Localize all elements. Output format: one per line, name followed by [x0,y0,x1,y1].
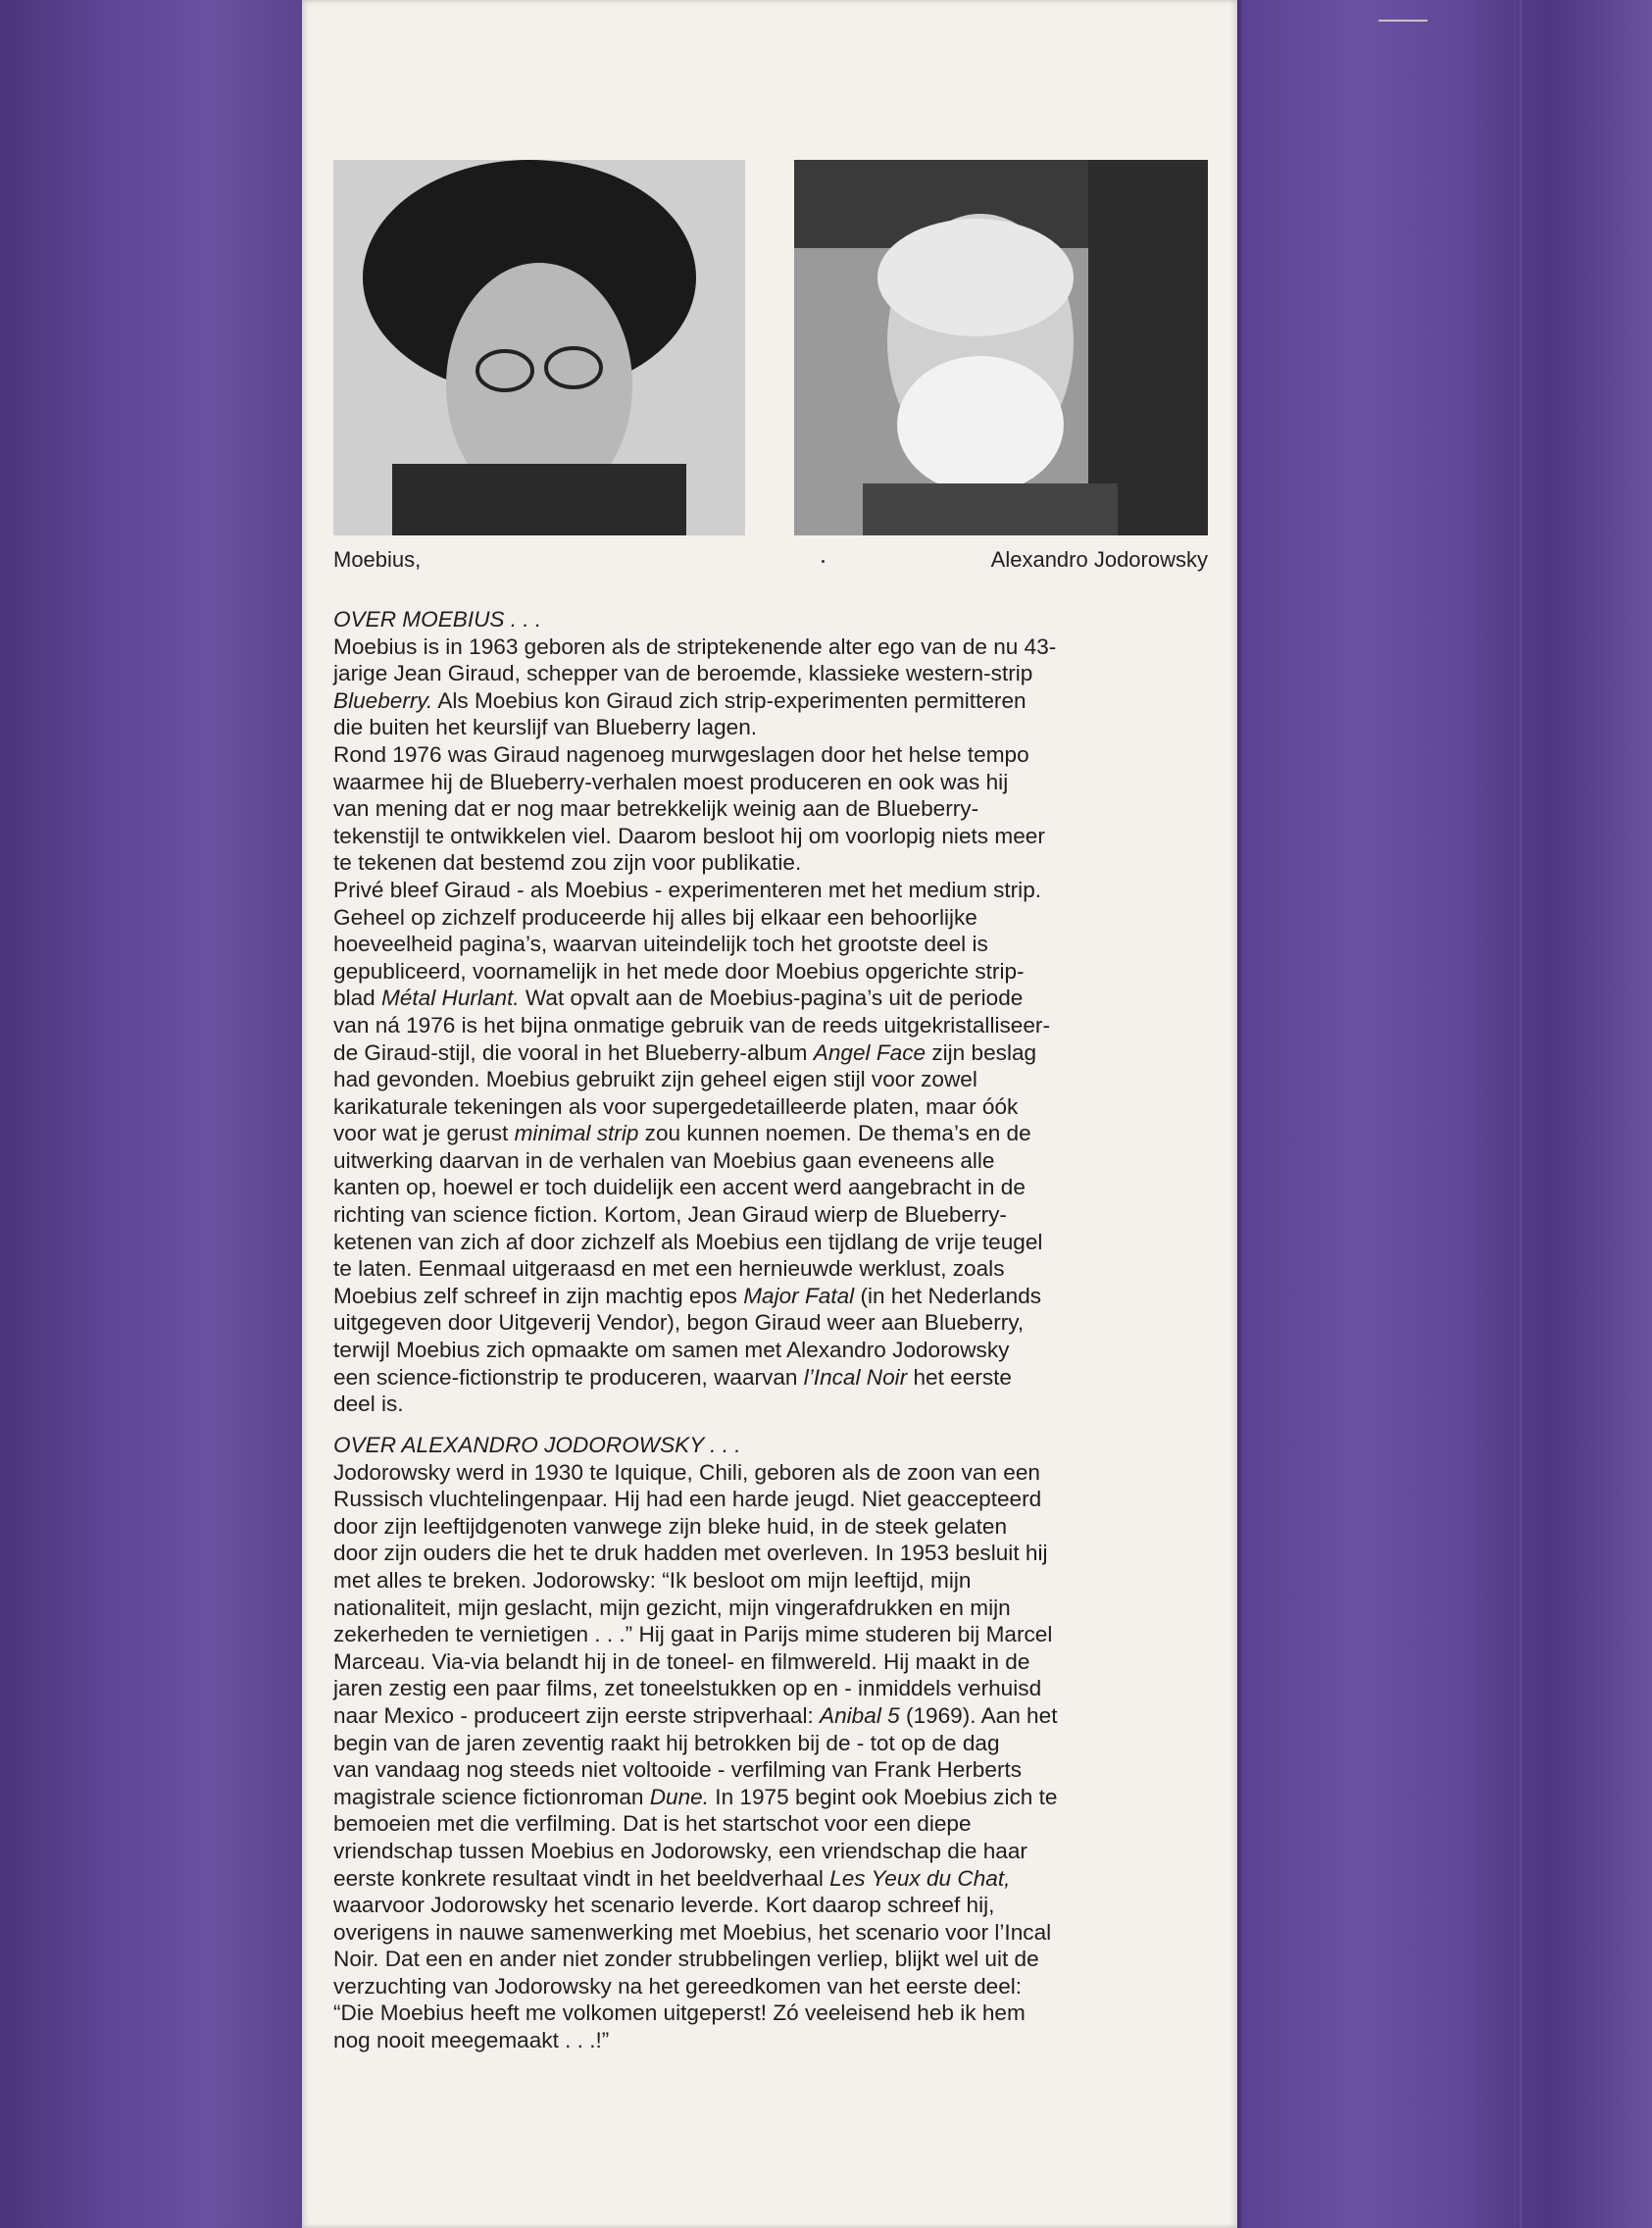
text-line [333,1486,1216,1513]
text-segment: overigens in nauwe samenwerking met Moebius, het scenario voor l’Incal [333,1919,1052,1945]
text-line [333,741,1216,769]
text-segment: Privé bleef Giraud - als Moebius - experimenteren met het medium strip. [333,877,1042,902]
text-segment: te tekenen dat bestemd zou zijn voor publikatie. [333,850,802,876]
section-over-jodorowsky [333,1432,1216,2054]
text-line [333,1201,1216,1229]
text-segment: met alles te breken. Jodorowsky: “Ik besloot om mijn leeftijd, mijn [333,1567,972,1593]
text-segment: tekenstijl te ontwikkelen viel. Daarom besloot hij om voorlopig niets meer [333,823,1045,848]
text-segment: uitgegeven door Uitgeverij Vendor), begon Giraud weer aan Blueberry, [333,1310,1025,1336]
text-line [333,1147,1216,1175]
text-line [333,1648,1216,1676]
text-line [333,1174,1216,1201]
section-over-moebius [333,606,1216,1418]
text-segment: terwijl Moebius zich opmaakte om samen met Alexandro Jodorowsky [333,1338,1010,1363]
jodorowsky-caption: Alexandro Jodorowsky [990,547,1208,572]
text-segment: door zijn ouders die het te druk hadden met overleven. In 1953 besluit hij [333,1541,1048,1566]
text-line [333,931,1216,958]
text-segment: van vandaag nog steeds niet voltooide - verfilming van Frank Herberts [333,1757,1023,1783]
text-line [333,2000,1216,2027]
text-segment: zekerheden te vernietigen . . .” Hij gaat in Parijs mime studeren bij Marcel [333,1622,1053,1647]
text-line [333,1946,1216,1973]
jodorowsky-portrait-image [794,160,1208,535]
text-line [333,1865,1216,1893]
text-line [333,1702,1216,1730]
section-body [333,633,1216,1418]
section-heading: OVER ALEXANDRO JODOROWSKY . . . [333,1433,741,1457]
text-segment: (in het Nederlands [854,1283,1042,1308]
text-line [333,1120,1216,1147]
text-line [333,795,1216,823]
section-body [333,1459,1216,2054]
text-segment: voor wat je gerust [333,1121,515,1146]
text-line [333,1513,1216,1541]
text-segment: Moebius zelf schreef in zijn machtig epos [333,1283,744,1308]
italic-title: Les Yeux du Chat, [829,1865,1011,1891]
text-line [333,1838,1216,1865]
text-line [333,1364,1216,1392]
text-line [333,1919,1216,1947]
text-line [333,1730,1216,1757]
text-segment: waarvoor Jodorowsky het scenario leverde. Kort daarop schreef hij, [333,1893,995,1918]
text-segment: jaren zestig een paar films, zet toneelstukken op en - inmiddels verhuisd [333,1676,1042,1701]
text-segment: magistrale science fictionroman [333,1784,650,1809]
cover-fold-edge [1237,0,1243,2228]
text-segment: de Giraud-stijl, die vooral in het Blueberry-album [333,1039,814,1065]
italic-title: Anibal 5 [820,1702,900,1728]
text-line [333,1892,1216,1919]
text-segment: “Die Moebius heeft me volkomen uitgeperst! Zó veeleisend heb ik hem [333,2000,1026,2026]
purple-cover-right [1237,0,1652,2228]
text-segment: gepubliceerd, voornamelijk in het mede door Moebius opgerichte strip- [333,958,1025,984]
text-line [333,1391,1216,1418]
text-line [333,1784,1216,1811]
text-line [333,1229,1216,1256]
text-line [333,1255,1216,1283]
text-line [333,877,1216,904]
text-line [333,714,1216,741]
text-segment: nog nooit meegemaakt . . .!” [333,2028,610,2053]
text-segment: uitwerking daarvan in de verhalen van Moebius gaan eveneens alle [333,1147,995,1173]
text-segment: Noir. Dat een en ander niet zonder strubbelingen verliep, blijkt wel uit de [333,1947,1039,1972]
text-segment: kanten op, hoewel er toch duidelijk een accent werd aangebracht in de [333,1175,1026,1200]
section-heading: OVER MOEBIUS . . . [333,607,542,632]
text-segment: die buiten het keurslijf van Blueberry lagen. [333,715,758,740]
text-segment: Rond 1976 was Giraud nagenoeg murwgeslagen door het helse tempo [333,741,1029,767]
text-line [333,687,1216,715]
text-segment: deel is. [333,1392,404,1417]
moebius-portrait-image [333,160,745,535]
text-line [333,1595,1216,1622]
text-line [333,904,1216,932]
text-line [333,1337,1216,1364]
text-segment: waarmee hij de Blueberry-verhalen moest produceren en ook was hij [333,769,1009,794]
text-segment: nationaliteit, mijn geslacht, mijn gezicht, mijn vingerafdrukken en mijn [333,1595,1011,1620]
text-line [333,1066,1216,1093]
paper-mark [1378,20,1427,22]
text-segment: begin van de jaren zeventig raakt hij betrokken bij de - tot op de dag [333,1730,1000,1755]
text-segment: Als Moebius kon Giraud zich strip-experimenten permitteren [432,687,1026,713]
italic-title: Dune. [649,1784,710,1809]
text-segment: blad [333,986,381,1011]
text-line [333,1810,1216,1838]
speck [822,560,825,563]
italic-title: Angel Face [813,1039,926,1065]
purple-cover-left [0,0,302,2228]
text-segment: karikaturale tekeningen als voor supergedetailleerde platen, maar óók [333,1093,1019,1119]
text-line [333,1973,1216,2000]
text-line [333,633,1216,661]
italic-title: l’Incal Noir [803,1364,908,1390]
cover-crease [1518,0,1522,2228]
text-line [333,985,1216,1012]
text-segment: van mening dat er nog maar betrekkelijk weinig aan de Blueberry- [333,796,979,822]
text-segment: had gevonden. Moebius gebruikt zijn geheel eigen stijl voor zowel [333,1067,977,1092]
text-segment: Wat opvalt aan de Moebius-pagina’s uit de periode [519,986,1024,1011]
text-segment: naar Mexico - produceert zijn eerste stripverhaal: [333,1702,821,1728]
italic-title: minimal strip [514,1121,639,1146]
text-line [333,1093,1216,1121]
text-segment: vriendschap tussen Moebius en Jodorowsky, een vriendschap die haar [333,1838,1027,1863]
text-segment: Geheel op zichzelf produceerde hij alles bij elkaar een behoorlijke [333,904,977,930]
text-line [333,1459,1216,1487]
text-segment: ketenen van zich af door zichzelf als Moebius een tijdlang de vrije teugel [333,1229,1043,1254]
text-line [333,823,1216,850]
text-line [333,769,1216,796]
text-segment: hoeveelheid pagina’s, waarvan uiteindelijk toch het grootste deel is [333,932,988,957]
text-line [333,1309,1216,1337]
text-segment: zou kunnen noemen. De thema’s en de [638,1121,1031,1146]
moebius-caption: Moebius, [333,547,422,572]
text-segment: Jodorowsky werd in 1930 te Iquique, Chili, geboren als de zoon van een [333,1459,1040,1485]
text-line [333,849,1216,877]
jodorowsky-portrait-photo [794,160,1208,535]
italic-title: Blueberry. [333,687,433,713]
text-segment: Marceau. Via-via belandt hij in de toneel- en filmwereld. Hij maakt in de [333,1648,1030,1674]
text-segment: eerste konkrete resultaat vindt in het beeldverhaal [333,1865,830,1891]
text-line [333,1756,1216,1784]
text-line [333,1675,1216,1702]
text-line [333,1621,1216,1648]
text-line [333,1283,1216,1310]
text-line [333,958,1216,986]
italic-title: Métal Hurlant. [381,986,520,1011]
text-line [333,2027,1216,2054]
text-segment: verzuchting van Jodorowsky na het gereedkomen van het eerste deel: [333,1973,1023,1999]
text-segment: bemoeien met die verfilming. Dat is het startschot voor een diepe [333,1811,972,1837]
text-line [333,1540,1216,1567]
text-segment: een science-fictionstrip te produceren, waarvan [333,1364,804,1390]
text-segment: richting van science fiction. Kortom, Jean Giraud wierp de Blueberry- [333,1202,1007,1228]
text-segment: (1969). Aan het [899,1702,1058,1728]
text-segment: In 1975 begint ook Moebius zich te [709,1784,1058,1809]
text-segment: Russisch vluchtelingenpaar. Hij had een harde jeugd. Niet geaccepteerd [333,1487,1042,1512]
text-line [333,1567,1216,1595]
text-segment: Moebius is in 1963 geboren als de striptekenende alter ego van de nu 43- [333,633,1057,659]
moebius-portrait-photo [333,160,745,535]
text-line [333,1039,1216,1067]
text-line [333,660,1216,687]
text-segment: jarige Jean Giraud, schepper van de beroemde, klassieke western-strip [333,661,1033,686]
text-segment: te laten. Eenmaal uitgeraasd en met een hernieuwde werklust, zoals [333,1256,1005,1282]
text-line [333,1012,1216,1039]
text-segment: zijn beslag [926,1039,1037,1065]
text-segment: van ná 1976 is het bijna onmatige gebruik van de reeds uitgekristalliseer- [333,1012,1050,1038]
italic-title: Major Fatal [743,1283,855,1308]
text-segment: door zijn leeftijdgenoten vanwege zijn bleke huid, in de steek gelaten [333,1513,1008,1539]
text-segment: het eerste [907,1364,1012,1390]
